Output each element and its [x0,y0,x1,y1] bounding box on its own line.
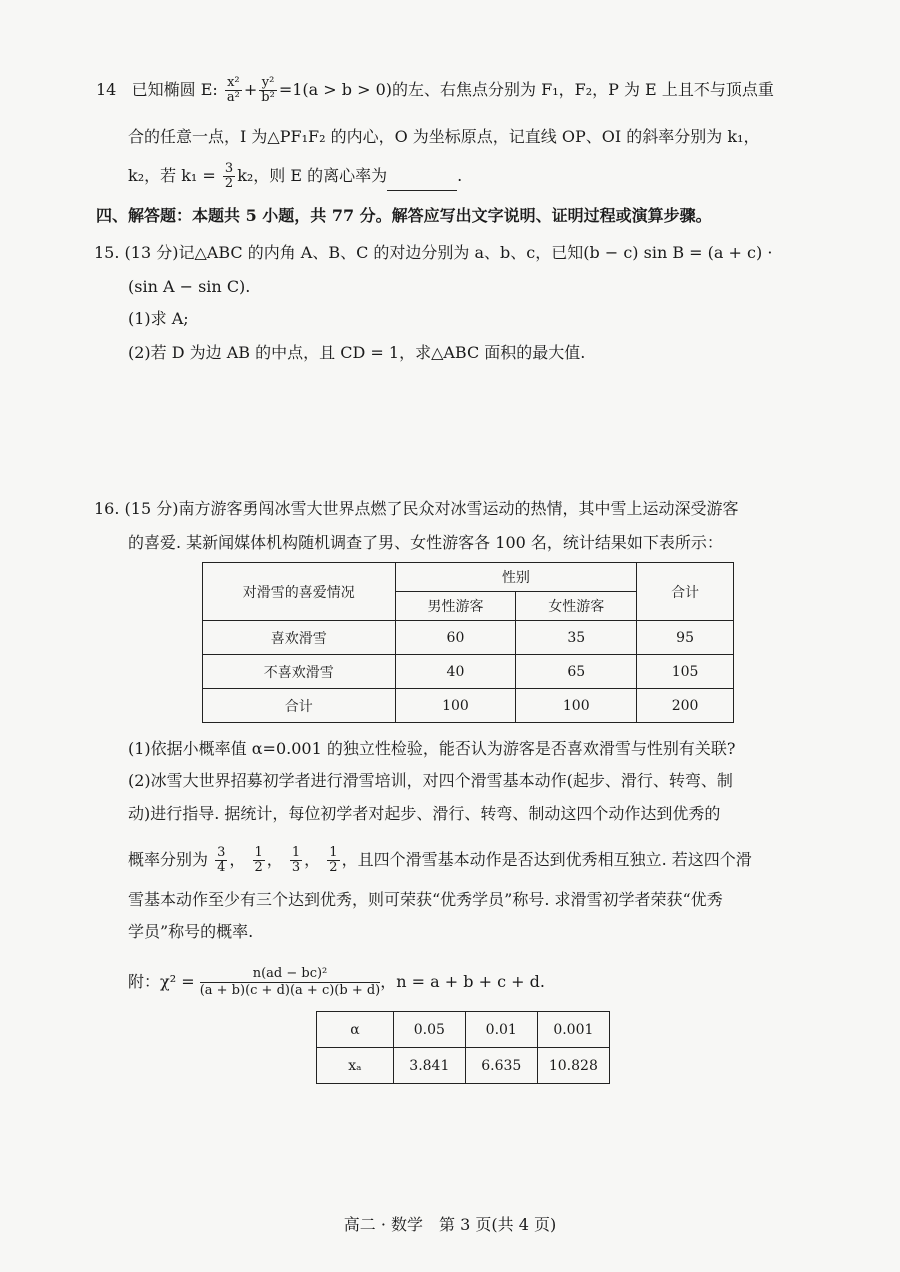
q14-line1 [96,76,774,105]
x-alpha-label: xₐ [317,1048,394,1084]
section-heading: 四、解答题：本题共 5 小题，共 77 分。解答应写出文字说明、证明过程或演算步骤。 [96,206,712,225]
answer-blank [387,174,457,191]
q14-number: 14 [96,80,117,99]
header-row-label: 对滑雪的喜爱情况 [203,563,396,621]
frac-den: 4 [217,860,226,875]
q14-text-3b: k₂，则 E 的离心率为 [237,166,388,185]
q16-line2: 的喜爱. 某新闻媒体机构随机调查了男、女性游客各 100 名，统计结果如下表所示： [128,533,723,552]
frac-num: 1 [291,845,301,860]
frac-num: x² [225,76,242,91]
ellipse-y-fraction [259,76,277,105]
cell-total: 105 [637,655,734,689]
table-row [203,655,734,689]
cell-male: 40 [395,655,516,689]
header-gender: 性别 [395,563,637,592]
q14-text-1b: =1(a > b > 0)的左、右焦点分别为 F₁，F₂，P 为 E 上且不与顶点重 [278,80,774,99]
row-label: 不喜欢滑雪 [203,655,396,689]
q16-part2-line4: 雪基本动作至少有三个达到优秀，则可荣获“优秀学员”称号. 求滑雪初学者荣获“优秀 [128,890,723,909]
x-alpha-value: 6.635 [465,1048,537,1084]
cell-female: 100 [516,689,637,723]
q15-line1: 15. (13 分)记△ABC 的内角 A、B、C 的对边分别为 a、b、c，已知(b − c) sin B = (a + c) · [94,243,773,262]
q14-line3 [128,162,462,191]
x-alpha-value: 10.828 [537,1048,609,1084]
header-female: 女性游客 [516,592,637,621]
frac-den: b² [261,90,275,105]
q14-text-3end: . [457,166,463,185]
frac-num: n(ad − bc)² [200,966,381,983]
separator: ， [266,850,283,869]
table-row [317,1048,610,1084]
q16-part2-line1: (2)冰雪大世界招募初学者进行滑雪培训，对四个滑雪基本动作(起步、滑行、转弯、制 [128,771,733,790]
frac-den: 2 [254,860,263,875]
alpha-value: 0.001 [537,1012,609,1048]
q15-part1: (1)求 A; [128,309,189,328]
cell-female: 65 [516,655,637,689]
text-prob-rest: ，且四个滑雪基本动作是否达到优秀相互独立. 若这四个滑 [341,850,752,869]
q14-line2: 合的任意一点，I 为△PF₁F₂ 的内心，O 为坐标原点，记直线 OP、OI 的斜率分别为 k₁， [128,127,760,146]
q16-part2-line5: 学员”称号的概率. [128,922,254,941]
q16-part2-line2: 动)进行指导. 据统计，每位初学者对起步、滑行、转弯、制动这四个动作达到优秀的 [128,804,721,823]
ellipse-x-fraction [225,76,242,105]
frac-num: y² [259,76,277,91]
cell-female: 35 [516,621,637,655]
frac-num: 1 [254,845,263,860]
table-row [317,1012,610,1048]
q14-text-1a: 已知椭圆 E: [131,80,218,99]
q16-part1: (1)依据小概率值 α=0.001 的独立性检验，能否认为游客是否喜欢滑雪与性别有关联? [128,739,736,758]
header-male: 男性游客 [395,592,516,621]
frac-num: 1 [329,845,338,860]
survey-table [202,562,734,723]
table-row [203,689,734,723]
page-footer: 高二 · 数学 第 3 页(共 4 页) [343,1215,557,1234]
alpha-value: 0.01 [465,1012,537,1048]
k-ratio-fraction [223,162,235,191]
critical-value-table [316,1011,610,1084]
frac-den: 2 [224,176,234,191]
frac-den: (a + b)(c + d)(a + c)(b + d) [199,983,381,998]
prob-fraction [253,846,265,875]
frac-num: 3 [224,161,234,176]
cell-male: 60 [395,621,516,655]
q15-part2: (2)若 D 为边 AB 的中点，且 CD = 1，求△ABC 面积的最大值. [128,343,586,362]
row-label: 喜欢滑雪 [203,621,396,655]
plus-sign: + [243,80,258,99]
q16-part2-line3 [128,846,752,875]
separator: ， [229,850,246,869]
cell-total: 95 [637,621,734,655]
q14-text-3a: k₂，若 k₁ = [128,166,216,185]
prob-fraction [215,846,227,875]
frac-den: a² [226,90,240,105]
text-prob-intro: 概率分别为 [128,850,209,869]
appendix-formula [128,966,545,999]
row-label: 合计 [203,689,396,723]
cell-total: 200 [637,689,734,723]
table-row [203,621,734,655]
q16-line1: 16. (15 分)南方游客勇闯冰雪大世界点燃了民众对冰雪运动的热情，其中雪上运动深受游客 [94,499,739,518]
header-total: 合计 [637,563,734,621]
appendix-label: 附：χ² = [128,972,195,991]
frac-num: 3 [217,845,226,860]
frac-den: 3 [291,860,301,875]
chi-square-fraction [200,966,381,999]
prob-fraction [290,846,302,875]
frac-den: 2 [329,860,338,875]
x-alpha-value: 3.841 [393,1048,465,1084]
separator: ， [304,850,321,869]
alpha-label: α [317,1012,394,1048]
cell-male: 100 [395,689,516,723]
alpha-value: 0.05 [393,1012,465,1048]
q15-line2: (sin A − sin C). [128,277,251,296]
appendix-n: ，n = a + b + c + d. [380,972,545,991]
prob-fraction [327,846,339,875]
